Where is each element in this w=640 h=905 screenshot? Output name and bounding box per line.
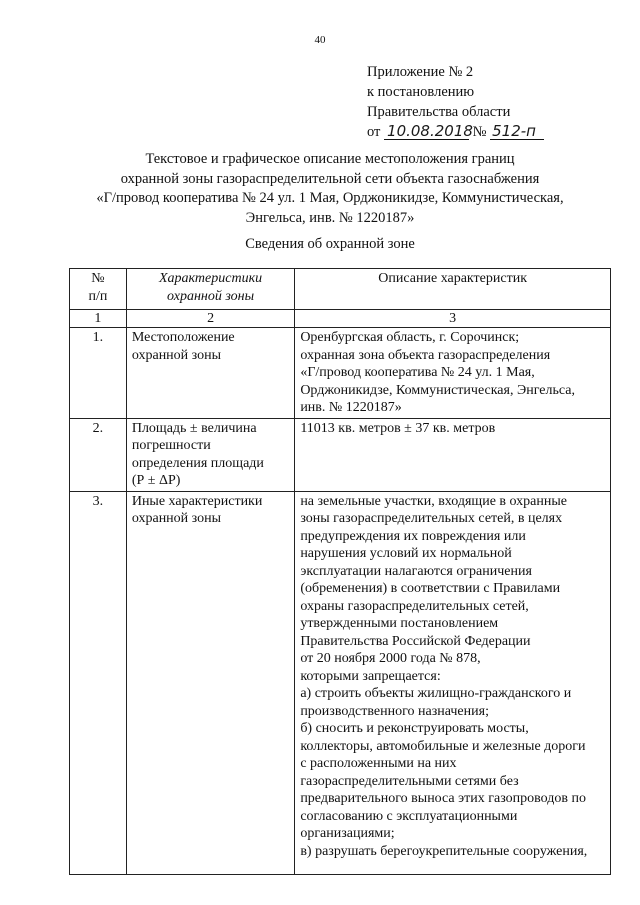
desc-line: охраны газораспределительных сетей, xyxy=(300,598,529,614)
desc-line: Оренбургская область, г. Сорочинск; xyxy=(300,330,520,345)
desc-line: 11013 кв. метров ± 37 кв. метров xyxy=(300,420,496,436)
desc-line: предварительного выноса этих газопроводов по xyxy=(300,791,586,806)
title-line-4: Энгельса, инв. № 1220187» xyxy=(245,209,415,226)
row-description xyxy=(295,491,611,874)
desc-line: предупреждения их повреждения или xyxy=(300,528,526,544)
section-subtitle: Сведения об охранной зоне xyxy=(245,236,415,252)
appendix-line-3: Правительства области xyxy=(367,104,511,120)
desc-line: нарушения условий их нормальной xyxy=(300,546,512,561)
index-cell: 3 xyxy=(295,310,611,328)
desc-line: утвержденными постановлением xyxy=(300,616,499,631)
appendix-line-1: Приложение № 2 xyxy=(367,64,474,80)
date-prefix: от xyxy=(367,124,381,140)
char-line: охранной зоны xyxy=(131,347,222,363)
table-row xyxy=(70,418,611,491)
desc-line: (обременения) в соответствии с Правилами xyxy=(300,581,561,596)
title-line-3: «Г/провод кооператива № 24 ул. 1 Мая, Орджоникидзе, Коммунистическая, xyxy=(96,190,564,206)
document-title xyxy=(60,150,600,228)
table-header-row xyxy=(70,269,611,310)
header-num-line: № xyxy=(91,271,105,286)
char-line: погрешности xyxy=(131,438,211,453)
desc-line: «Г/провод кооператива № 24 ул. 1 Мая, xyxy=(300,365,535,380)
char-line: охранной зоны xyxy=(131,511,222,526)
desc-line: а) строить объекты жилищно-гражданского и xyxy=(300,686,572,701)
desc-line: охранная зона объекта газораспределения xyxy=(300,347,551,363)
page-number: 40 xyxy=(314,34,326,46)
row-description xyxy=(295,328,611,419)
header-num-line: п/п xyxy=(88,288,108,304)
header-char-line: охранной зоны xyxy=(167,288,255,304)
char-line: Иные характеристики xyxy=(131,493,263,509)
table-row xyxy=(70,491,611,874)
zone-info-table xyxy=(69,268,611,875)
index-cell: 1 xyxy=(70,310,127,328)
char-line: Местоположение xyxy=(131,330,235,345)
desc-line: производственного назначения; xyxy=(300,703,489,719)
desc-line: на земельные участки, входящие в охранные xyxy=(300,493,568,509)
desc-line: с расположенными на них xyxy=(300,756,457,771)
cut-off-next-line xyxy=(110,895,580,905)
desc-line: б) сносить и реконструировать мосты, xyxy=(300,721,529,736)
desc-line: газораспределительными сетями без xyxy=(300,773,519,789)
handwritten-date: 10.08.2018 xyxy=(384,123,469,140)
desc-line: которыми запрещается: xyxy=(300,668,441,684)
desc-line: в) разрушать берегоукрепительные сооружения, xyxy=(300,843,588,859)
desc-line: согласованию с эксплуатационными xyxy=(300,808,518,824)
handwritten-number: 512-п xyxy=(490,123,544,140)
row-number: 2. xyxy=(70,418,127,491)
row-characteristic xyxy=(126,328,294,419)
row-number: 1. xyxy=(70,328,127,419)
appendix-date-line xyxy=(367,122,544,142)
char-line: Площадь ± величина xyxy=(131,420,257,436)
table-row xyxy=(70,328,611,419)
header-characteristics xyxy=(126,269,294,310)
desc-line: коллекторы, автомобильные и железные дороги xyxy=(300,738,586,754)
appendix-block xyxy=(367,62,544,142)
index-cell: 2 xyxy=(126,310,294,328)
table-index-row xyxy=(70,310,611,328)
header-description: Описание характеристик xyxy=(295,269,611,310)
row-characteristic xyxy=(126,491,294,874)
row-number: 3. xyxy=(70,491,127,874)
row-description xyxy=(295,418,611,491)
appendix-line-2: к постановлению xyxy=(367,84,475,100)
number-prefix: № xyxy=(472,124,487,140)
char-line: определения площади xyxy=(131,455,264,471)
desc-line: эксплуатации налагаются ограничения xyxy=(300,563,532,579)
desc-line: от 20 ноября 2000 года № 878, xyxy=(300,651,481,666)
desc-line: Орджоникидзе, Коммунистическая, Энгельса, xyxy=(300,382,575,398)
desc-line: организациями; xyxy=(300,826,395,841)
row-characteristic xyxy=(126,418,294,491)
header-char-line: Характеристики xyxy=(159,271,263,286)
header-num xyxy=(70,269,127,310)
desc-line: инв. № 1220187» xyxy=(300,400,402,415)
desc-line: зоны газораспределительных сетей, в целях xyxy=(300,511,563,526)
title-line-1: Текстовое и графическое описание местоположения границ xyxy=(145,151,515,167)
desc-line: Правительства Российской Федерации xyxy=(300,633,531,649)
char-line: (Р ± ΔР) xyxy=(131,473,181,488)
title-line-2: охранной зоны газораспределительной сети объекта газоснабжения xyxy=(120,170,540,187)
